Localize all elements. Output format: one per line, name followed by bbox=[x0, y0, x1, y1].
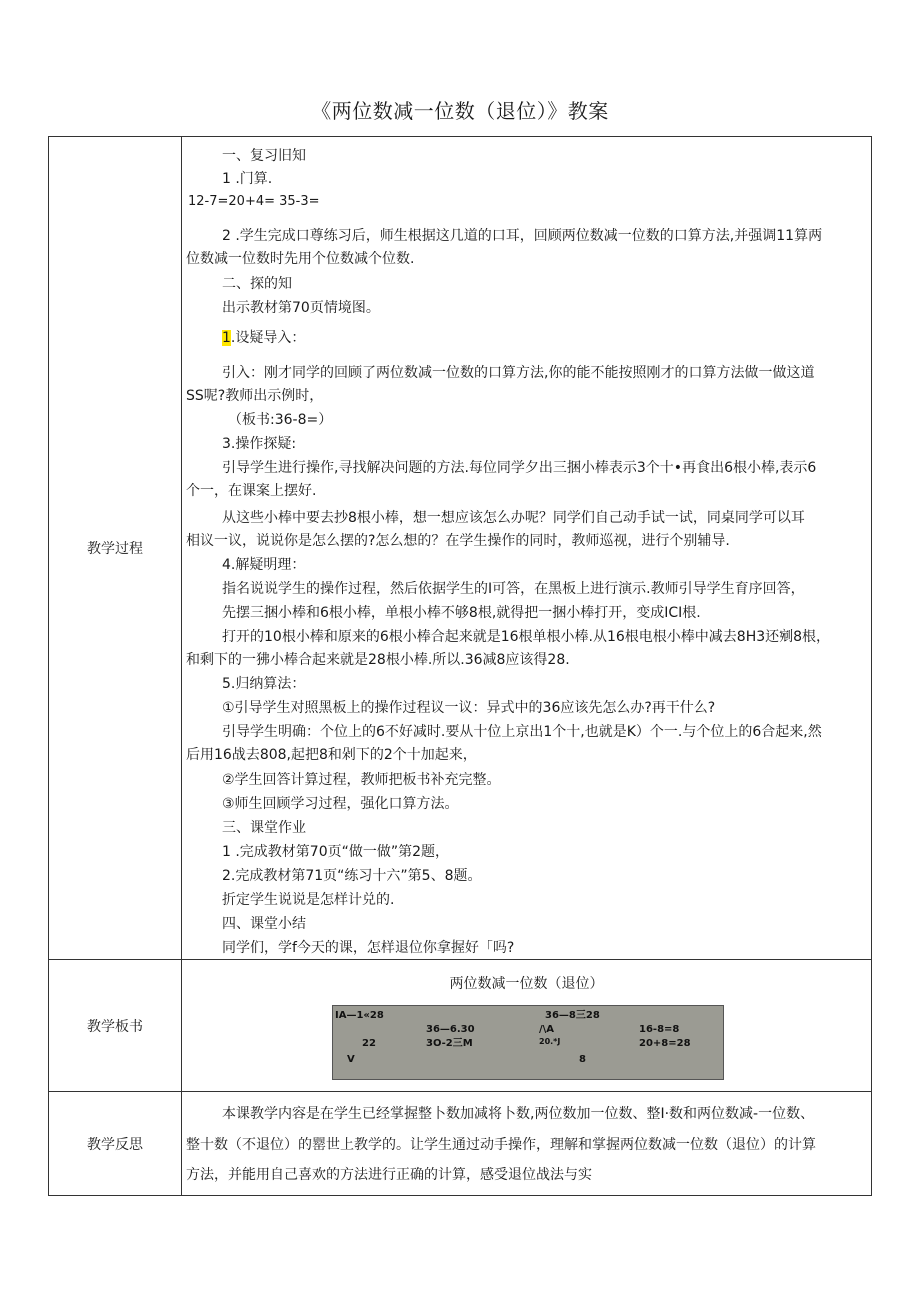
blackboard-text: 8 bbox=[579, 1054, 586, 1065]
process-line: 和剩下的一狒小棒合起来就是28根小棒.所以.36减8应该得28. bbox=[186, 652, 570, 668]
blackboard-text: 36—6.30 bbox=[426, 1024, 475, 1035]
process-line: 从这些小棒中要去抄8根小棒，想一想应该怎么办呢？同学们自己动手试一试，同桌同学可以耳 bbox=[222, 510, 805, 526]
reflection-line: 整十数（不退位）的罂世上教学的。让学生通过动手操作，理解和掌握两位数减一位数（退位）的计算 bbox=[186, 1137, 816, 1153]
process-line: 出示教材第70页情境图。 bbox=[222, 300, 380, 316]
blackboard-text: IA—1«28 bbox=[335, 1010, 384, 1021]
reflection-body bbox=[182, 1092, 871, 1195]
blackboard-text: V bbox=[347, 1054, 355, 1065]
process-line: 4.解疑明理： bbox=[222, 557, 306, 573]
process-line: 引入：刚才同学的回顾了两位数减一位数的口算方法,你的能不能按照刚才的口算方法做一做这道 bbox=[222, 365, 815, 381]
process-line: 四、课堂小结 bbox=[222, 916, 306, 932]
highlight-mark: 1 bbox=[222, 330, 231, 346]
process-line: 个一，在课案上摆好. bbox=[186, 483, 317, 499]
board-body bbox=[182, 960, 871, 1091]
process-line: 相议一议，说说你是怎么摆的?怎么想的？在学生操作的同时，教师巡视，进行个别辅导. bbox=[186, 533, 730, 549]
board-label: 教学板书 bbox=[49, 960, 182, 1092]
process-line: SS呢?教师出示例时， bbox=[186, 388, 324, 404]
blackboard-text: /\A bbox=[539, 1024, 555, 1035]
process-line: 先摆三捆小棒和6根小棒，单根小棒不够8根,就得把一捆小棒打开，变成ICI根. bbox=[222, 605, 701, 621]
process-line: 后用16战去808,起把8和剁下的2个十加起来， bbox=[186, 747, 477, 763]
process-row bbox=[49, 137, 872, 960]
process-line: 打开的10根小棒和原来的6根小棒合起来就是16根单根小棒.从16根电根小棒中减去8H3还剜8根， bbox=[222, 629, 831, 645]
process-line: 1 .完成教材第70页“做一做”第2题， bbox=[222, 844, 450, 860]
process-line: 二、探的知 bbox=[222, 276, 292, 292]
process-line: 同学们，学f今天的课，怎样退位你拿握好「吗? bbox=[222, 940, 515, 956]
blackboard bbox=[332, 1005, 724, 1080]
process-line: 引导学生进行操作,寻找解决问题的方法.每位同学夕出三捆小棒表示3个十•再食出6根小棒,表示6 bbox=[222, 460, 817, 476]
process-line: ③师生回顾学习过程，强化口算方法。 bbox=[222, 796, 459, 812]
process-content bbox=[182, 137, 872, 960]
process-line: 12-7=20+4= 35-3= bbox=[188, 194, 320, 209]
board-title: 两位数减一位数（退位） bbox=[449, 976, 604, 992]
process-line: ①引导学生对照黑板上的操作过程议一议：异式中的36应该先怎么办?再干什么? bbox=[222, 700, 716, 716]
process-line: 指名说说学生的操作过程，然后依据学生的I可答，在黑板上进行演示.教师引导学生育序回答， bbox=[222, 581, 805, 597]
process-line: 一、复习旧知 bbox=[222, 148, 306, 164]
process-line: 三、课堂作业 bbox=[222, 820, 306, 836]
reflection-line: 本课教学内容是在学生已经掌握整卜数加减将卜数,两位数加一位数、整I·数和两位数减-一位数、 bbox=[222, 1106, 815, 1122]
process-line-highlighted: 1.设疑导入： bbox=[222, 330, 306, 346]
process-line: 引导学生明确：个位上的6不好减时.要从十位上京出1个十,也就是K）个一.与个位上的6合起来,然 bbox=[222, 724, 822, 740]
lesson-plan-table bbox=[48, 136, 872, 1196]
process-line: 2 .学生完成口尊练习后，师生根据这几道的口耳，回顾两位数减一位数的口算方法,并强调11算两 bbox=[222, 228, 823, 244]
reflection-label: 教学反思 bbox=[49, 1092, 182, 1196]
blackboard-text: 16-8=8 bbox=[639, 1024, 680, 1035]
blackboard-text: 3O-2三M bbox=[426, 1038, 473, 1049]
reflection-content bbox=[182, 1092, 872, 1196]
blackboard-text: 22 bbox=[362, 1038, 376, 1049]
process-line: （板书:36-8=） bbox=[228, 412, 333, 428]
process-label: 教学过程 bbox=[49, 137, 182, 960]
process-line: 5.归纳算法： bbox=[222, 676, 306, 692]
process-line: 1 .门算. bbox=[222, 171, 273, 187]
board-row bbox=[49, 960, 872, 1092]
document-title: 《两位数减一位数（退位）》教案 bbox=[311, 99, 609, 123]
blackboard-text: 20.*J bbox=[539, 1037, 561, 1046]
reflection-line: 方法，并能用自己喜欢的方法进行正确的计算，感受退位战法与实 bbox=[186, 1167, 592, 1183]
board-content bbox=[182, 960, 872, 1092]
process-line: 折定学生说说是怎样计兑的. bbox=[222, 892, 395, 908]
process-line: 2.完成教材第71页“练习十六”第5、8题。 bbox=[222, 868, 482, 884]
blackboard-text: 36—8三28 bbox=[545, 1010, 600, 1021]
process-line: 位数减一位数时先用个位数减个位数. bbox=[186, 251, 415, 267]
process-line: ②学生回答计算过程，教师把板书补充完整。 bbox=[222, 772, 501, 788]
blackboard-text: 20+8=28 bbox=[639, 1038, 691, 1049]
reflection-row bbox=[49, 1092, 872, 1196]
process-line: 3.操作探疑: bbox=[222, 436, 297, 452]
process-body bbox=[182, 137, 871, 959]
